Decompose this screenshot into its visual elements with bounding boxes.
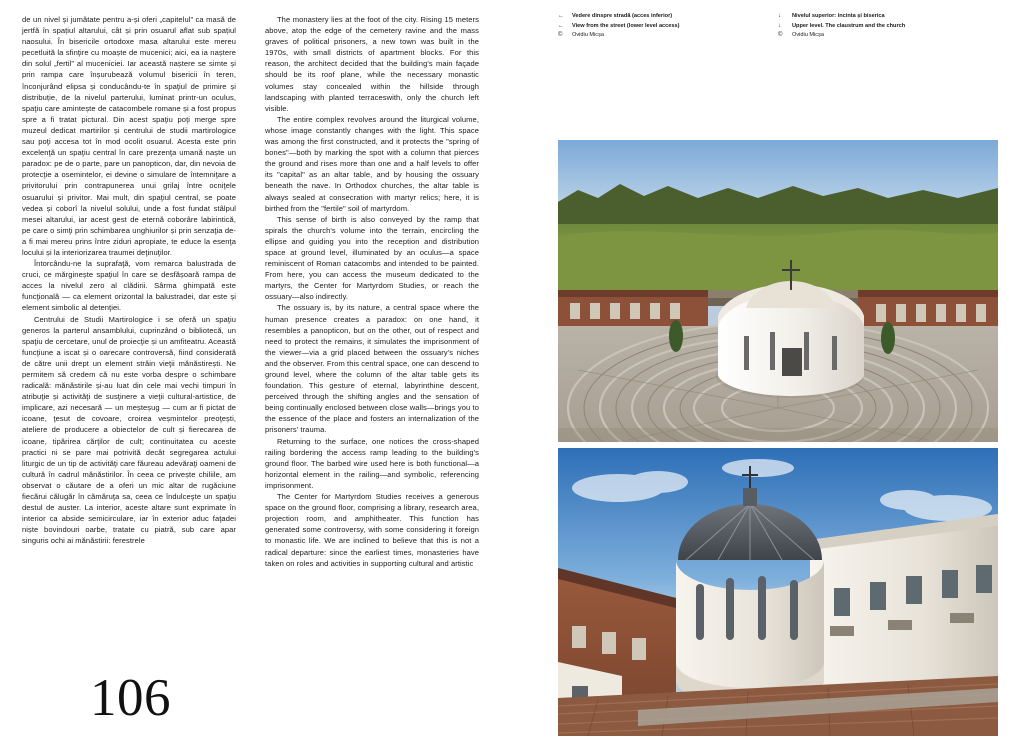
paragraph: This sense of birth is also conveyed by the ramp that spirals the church's volume into the terrain, encircling the ellipse and guiding you into the reception and distribution space at ground level, illuminated by an oculus—a space reminiscent of Roman catacombs and intended to be painted. From here, you can access the museum dedicated to the martyrs, the Center for Martyrdom Studies, or reach the ossuary—also indirectly. [265,214,479,302]
caption-item [558,31,778,39]
caption-block [558,12,998,41]
caption-item [558,12,778,20]
paragraph: Returning to the surface, one notices the cross-shaped railing bordering the access ramp leading to the building's ground floor. The barbed wire used here is both functional—a horizontal element in the railing—and symbolic, referencing imprisonment. [265,436,479,490]
paragraph: The monastery lies at the foot of the city. Rising 15 meters above, atop the edge of the cemetery ravine and the mass graves of political prisoners, a new town was built in the 1970s, with small districts of apartment blocks. For this reason, the architect decided that the building's main façade should be its roof plane, while the necessary monastic volumes stay concealed within the hillside through landscaping with planted terraceswith, only the church left visible. [265,15,479,113]
caption-item [778,31,998,39]
caption-item [778,12,998,20]
caption-title: Upper level. The claustrum and the church [792,22,906,29]
caption-title: Nivelul superior: incinta și biserica [792,13,885,19]
arrow-down-icon: ↓ [778,13,781,19]
paragraph: The ossuary is, by its nature, a central space where the human presence creates a paradox: on one hand, it resembles a panopticon, but on the other, out of respect and need to protect the remains, it simulates the imprisonment of the viewer—via a grid placed between the ossuary's niches and the observer. From this central space, one can descend to ground level, where the column of the altar table gets its foundation. This gesture of eternal, labyrinthine descent, perceived through the shifting angles and the sensation of being continually enclosed between close walls—brings you to the essence of the place and fosters an internalization of the prisoners' trauma. [265,303,479,435]
paragraph: The Center for Martyrdom Studies receives a generous space on the ground floor, comprising a library, research area, projection room, and amphitheater. This function has generated some controversy, with some considering it foreign to monastic life. We are inclined to believe that this is not a radical departure: since the earliest times, monasteries have taken on roles and activities in supporting cultural and artistic [265,492,479,568]
copyright-icon: © [558,32,563,39]
photo-monastery-aerial [558,140,998,442]
arrow-left-icon: ← [558,22,564,29]
paragraph: Întorcându-ne la suprafaţă, vom remarca balustrada de cruci, ce mărginește spaţiul în care se desfășoară rampa de acces la nivelul zero al clădirii. Sârma ghimpată este funcţională — ca element orizontal la balustradei, dar este și element simbolic al detenţiei. [22,259,236,313]
caption-column-right [778,12,998,41]
caption-credit: Ovidiu Micșa [792,32,825,39]
caption-credit: Ovidiu Micșa [572,32,605,39]
copyright-icon: © [778,32,783,39]
page-number: 106 [90,669,172,727]
caption-column-left [558,12,778,41]
photo-monastery-courtyard [558,448,998,736]
caption-title: View from the street (lower level access) [572,22,680,29]
body-column-romanian [22,14,236,547]
caption-item [558,22,778,30]
caption-item [778,22,998,30]
caption-title: Vedere dinspre stradă (acces inferior) [572,13,673,19]
body-column-english [265,14,479,569]
paragraph: de un nivel și jumătate pentru a-și oferi „capitelul” ca masă de jertfă în spațiul altarului, cât și prin osuarul aflat sub spațiul naosului. În bisericile ortodoxe masa altarului este mereu pecetluită la sfinţire cu moaște de mucenici; aici, ea ia naștere din solul „fertil” al muceniciei. Iar această naștere se simte și prin rampa care înșurubează volumul bisericii în teren, înconjurând elipsa și conducându-te în spaţiul de primire și distribuție, de la nivelul parterului, luminat printr-un oculus, spaţiu care amintește de catacombele romane și a fost propus spre a fi tratat pictural. Din acest spaţiu poţi merge spre muzeul dedicat martirilor și centrului de studii martirologice sau poţi accesa tot în mod ocolit osuarul. Acesta este prin excelenţă un spaţiu central în care prezenţa umană naște un paradox: pe de o parte, pare un panopticon, dar, din nevoia de protecţie a osemintelor, ei devine o simulare de întemniţare a privitorului prin contrapunerea unui grilaj între ocniţele osuarului și privitor. Mai mult, din spaţiul central, se poate vedea și coborî la nivelul solului, unde a fost fundat stâlpul mesei altarului, iar acest gest de eternă coborâre labirintică, pe care o simţi prin schimbarea unghiurilor și prin senzaţia de-a fi mai mereu prins între ziduri apropiate, te educe la esenţa locului și la interiorizarea traumei deţinuţilor. [22,15,236,257]
right-page [512,0,1024,747]
paragraph: The entire complex revolves around the liturgical volume, whose image constantly changes with the light. This space was among the first constructed, and it protects the "spring of bones"—both by marking the spot with a column that pierces the ground and rises more than one and a half levels to offer its "capital" as an altar table, and by housing the ossuary beneath the nave. In Orthodox churches, the altar table is always sealed at consecration with martyr relics; here, it is birthed from the "fertile" soil of martyrdom. [265,114,479,213]
arrow-down-icon: ↓ [778,22,781,29]
paragraph: Centrului de Studii Martirologice i se oferă un spaţiu generos la parterul ansamblului, cuprinzând o bibliotecă, un spaţiu de cercetare, unul de proiecţie și un amfiteatru. Această funcţiune a iscat și o oarecare controversă, fiind considerată de către unii drept un element străin vieţii mănăstirești. Ne permitem să credem că nu este vorba despre o schimbare radicală: mănăstirile și-au luat din cele mai vechi timpuri în atribuţie și activităţi de susţinere a vieţii cultural-artistice, de implicare, azi necesară — un meșteșug — cum ar fi pictat de icoane, ţesut de covoare, croirea veșmintelor preoţești, ateliere de producere a obiectelor de cult și fierecarea de icoane, tipărirea cărţilor de cult; continuitatea cu aceste practici ni se pare mai potrivită decât segregarea actului liturgic de un tip de activităţi care făureau adevăraţi oameni de cultură în cadrul mănăstirilor. În ceea ce privește chiliile, am observat o căutare de a oferi un mic altar de rugăciune fiecărui călugăr în cămăruţa sa, ceea ce îndulceşte un spaţiu destul de auster. La interior, aceste altare sunt exprimate în interior ca abside semicirculare, iar în exterior aduc faţadei niște bovindouri oarbe, tratate cu piatră, sub care apar singuris ochi ai mănăstirii: ferestrele [22,314,236,546]
arrow-left-icon: ← [558,13,564,19]
